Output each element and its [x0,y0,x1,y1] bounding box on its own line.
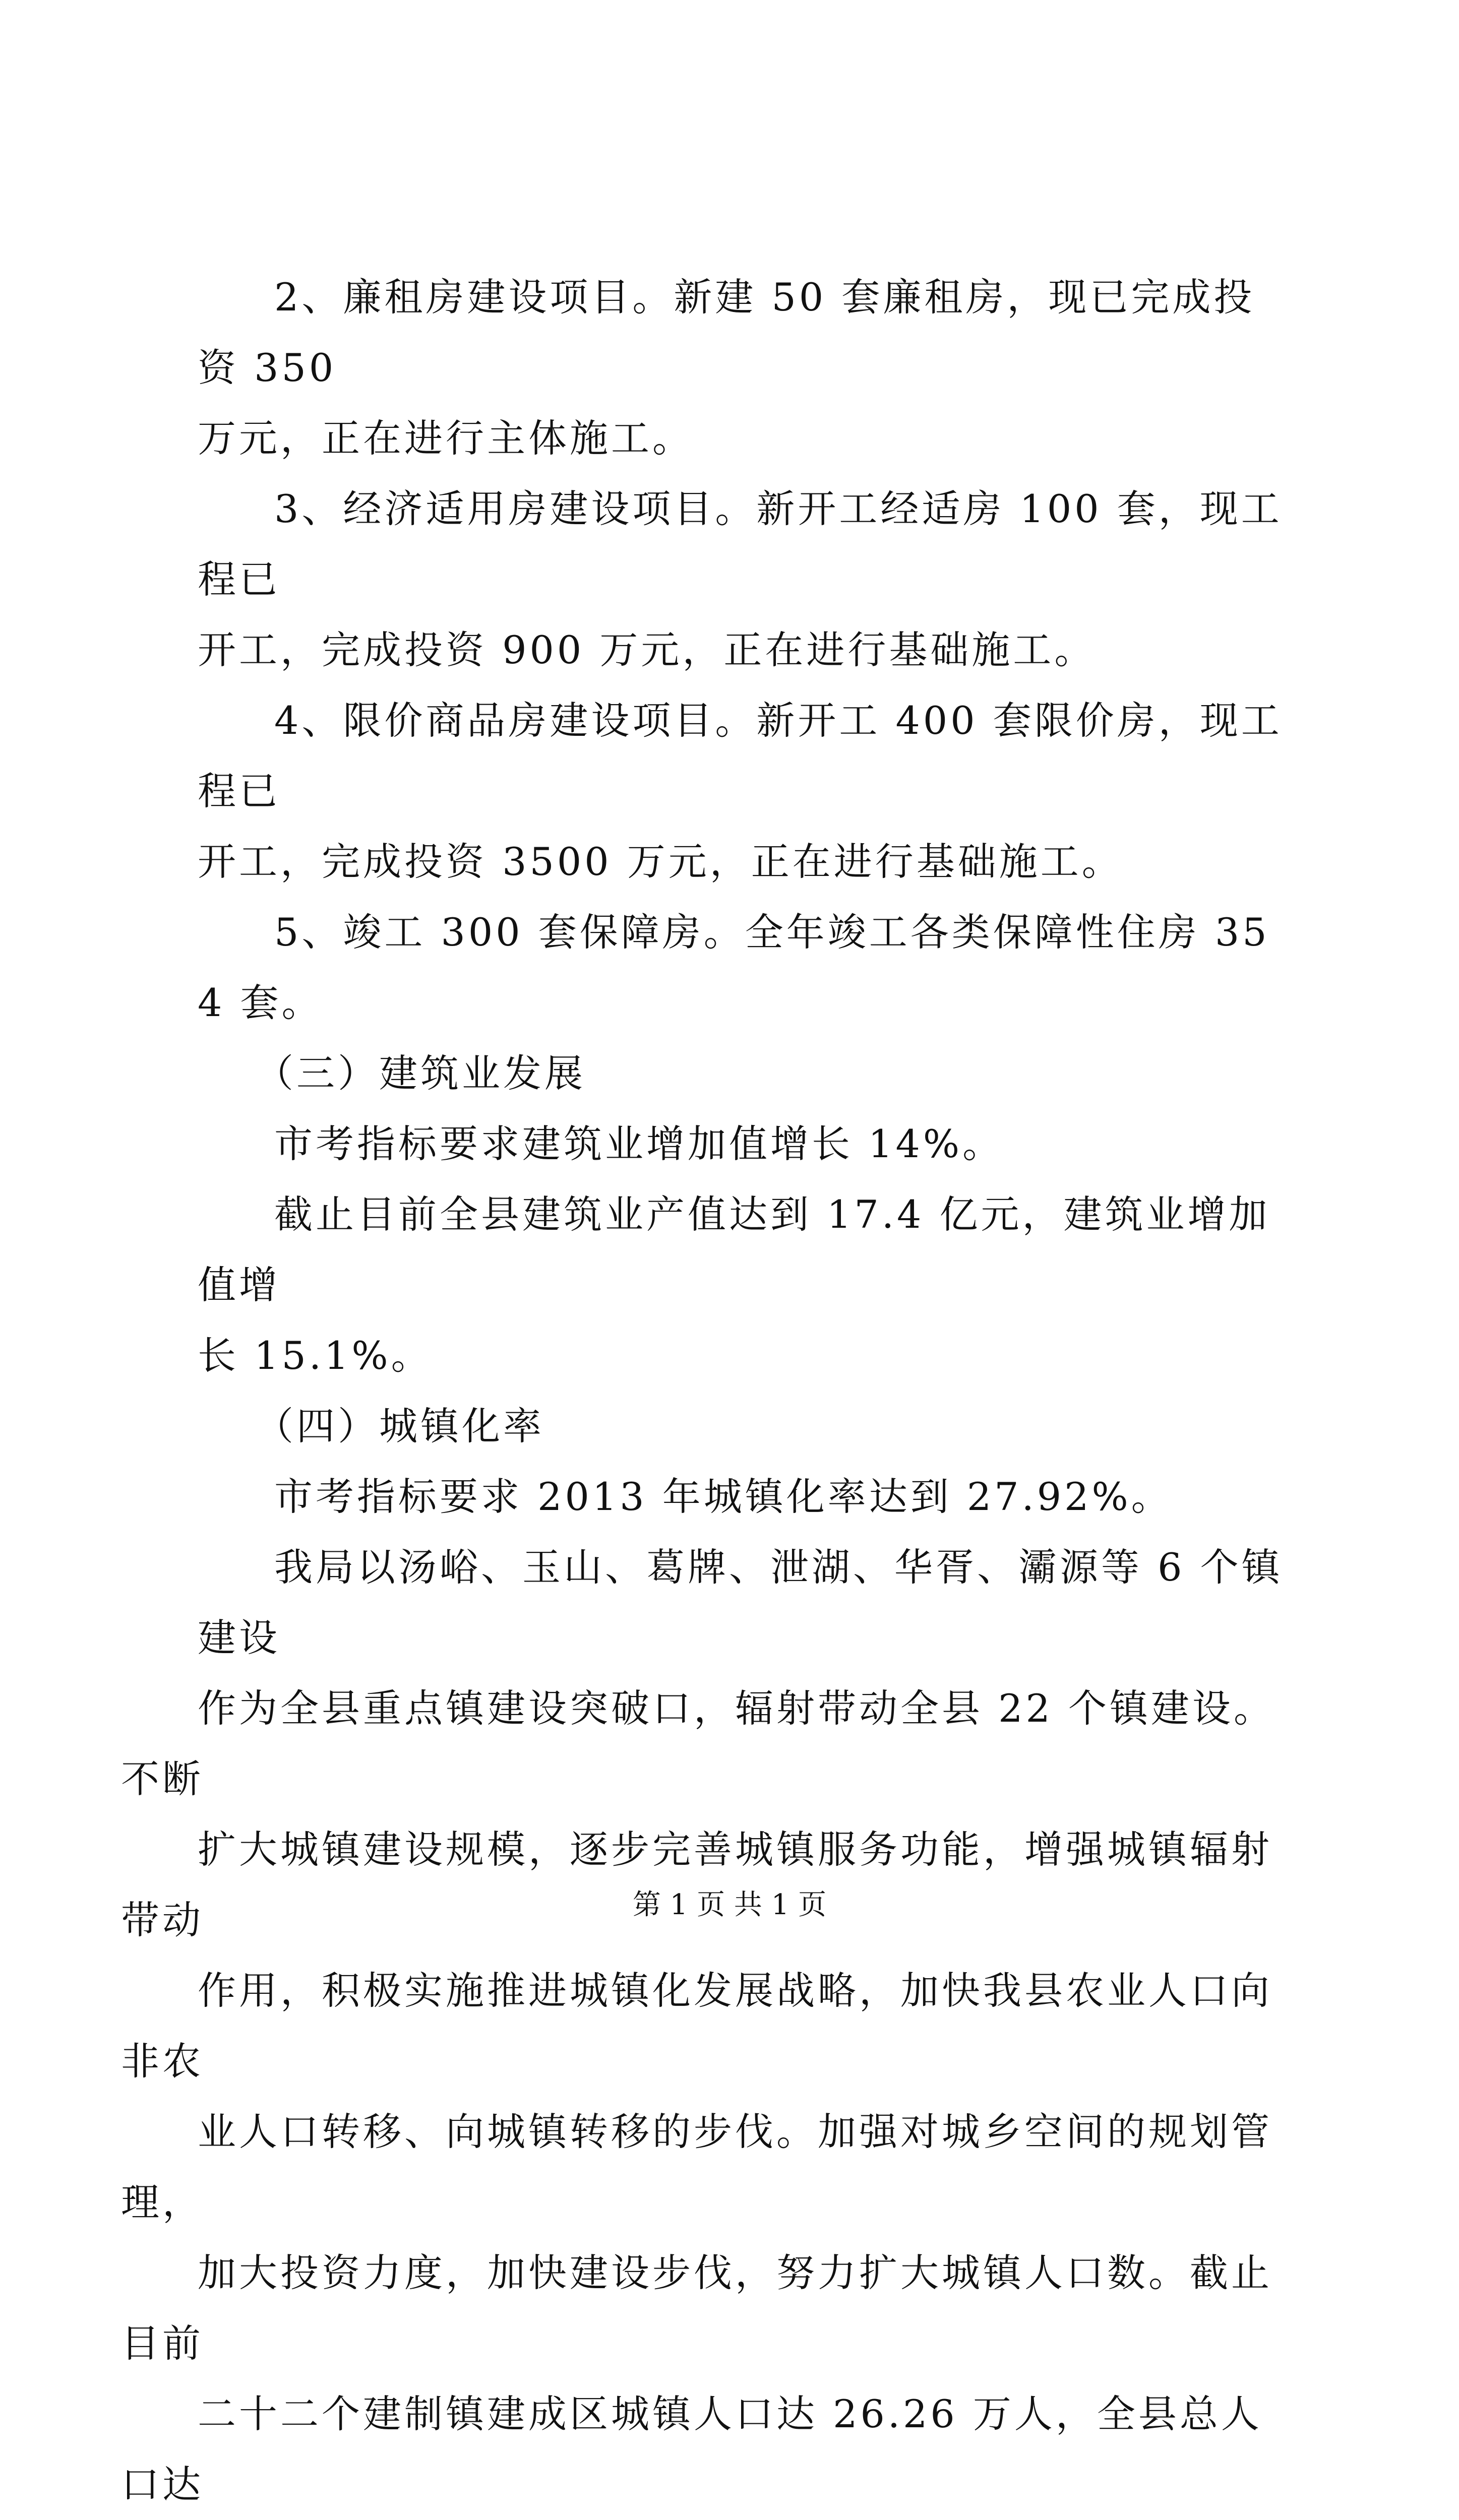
paragraph-jianzhuye-target [198,1109,1287,1179]
paragraph-jianzhuye-status [198,1179,1287,1391]
page-number-label: 第 1 页 共 1 页 [632,1888,827,1921]
document-body [121,262,1287,2520]
paragraph-lianzufang [198,262,1287,474]
text-line: （三）建筑业发展 [255,1051,586,1096]
paragraph-chengzhenhua-target [198,1462,1287,1532]
text-line: 3、经济适用房建设项目。新开工经适房 100 套，现工程已 [198,486,1283,602]
text-line: 4、限价商品房建设项目。新开工 400 套限价房，现工程已 [198,698,1283,813]
text-line: 业人口转移、向城镇转移的步伐。加强对城乡空间的规划管理， [121,2109,1272,2225]
text-line: 市考指标要求 2013 年城镇化率达到 27.92%。 [274,1474,1173,1519]
text-line: 二十二个建制镇建成区城镇人口达 26.26 万人，全县总人口达 [121,2391,1262,2507]
paragraph-jungong-baozhangfang [198,897,1287,1038]
text-line: 万元，正在进行主体施工。 [198,416,694,461]
page-footer [0,1887,1459,1923]
text-line: （四）城镇化率 [255,1404,544,1448]
text-line: 长 15.1%。 [198,1333,433,1378]
text-line: 扩大城镇建设规模，逐步完善城镇服务功能，增强城镇辐射带动 [121,1827,1272,1942]
paragraph-jingji-shiyongfang [198,474,1287,685]
text-line: 开工，完成投资 900 万元，正在进行基础施工。 [198,627,1096,672]
text-line: 作为全县重点镇建设突破口，辐射带动全县 22 个镇建设。不断 [121,1686,1275,1801]
text-line: 我局以汤峪、玉山、葛牌、泄湖、华胥、灞源等 6 个镇建设 [198,1545,1283,1660]
text-line: 5、竣工 300 套保障房。全年竣工各类保障性住房 354 套。 [198,910,1270,1025]
text-line: 加大投资力度，加快建设步伐，努力扩大城镇人口数。截止目前 [121,2250,1272,2366]
text-line: 市考指标要求建筑业增加值增长 14%。 [274,1121,1004,1166]
section-heading-jianzhuye [198,1038,1287,1109]
paragraph-chengzhenhua-status [121,1532,1287,2520]
text-line: 作用，积极实施推进城镇化发展战略，加快我县农业人口向非农 [121,1968,1272,2084]
text-line: 截止目前全县建筑业产值达到 17.4 亿元，建筑业增加值增 [198,1192,1270,1307]
section-heading-chengzhenhua [198,1391,1287,1462]
text-line: 开工，完成投资 3500 万元，正在进行基础施工。 [198,839,1123,884]
paragraph-xianjia-shangpinfang [198,685,1287,897]
text-line: 2、廉租房建设项目。新建 50 套廉租房，现已完成投资 350 [198,275,1255,390]
